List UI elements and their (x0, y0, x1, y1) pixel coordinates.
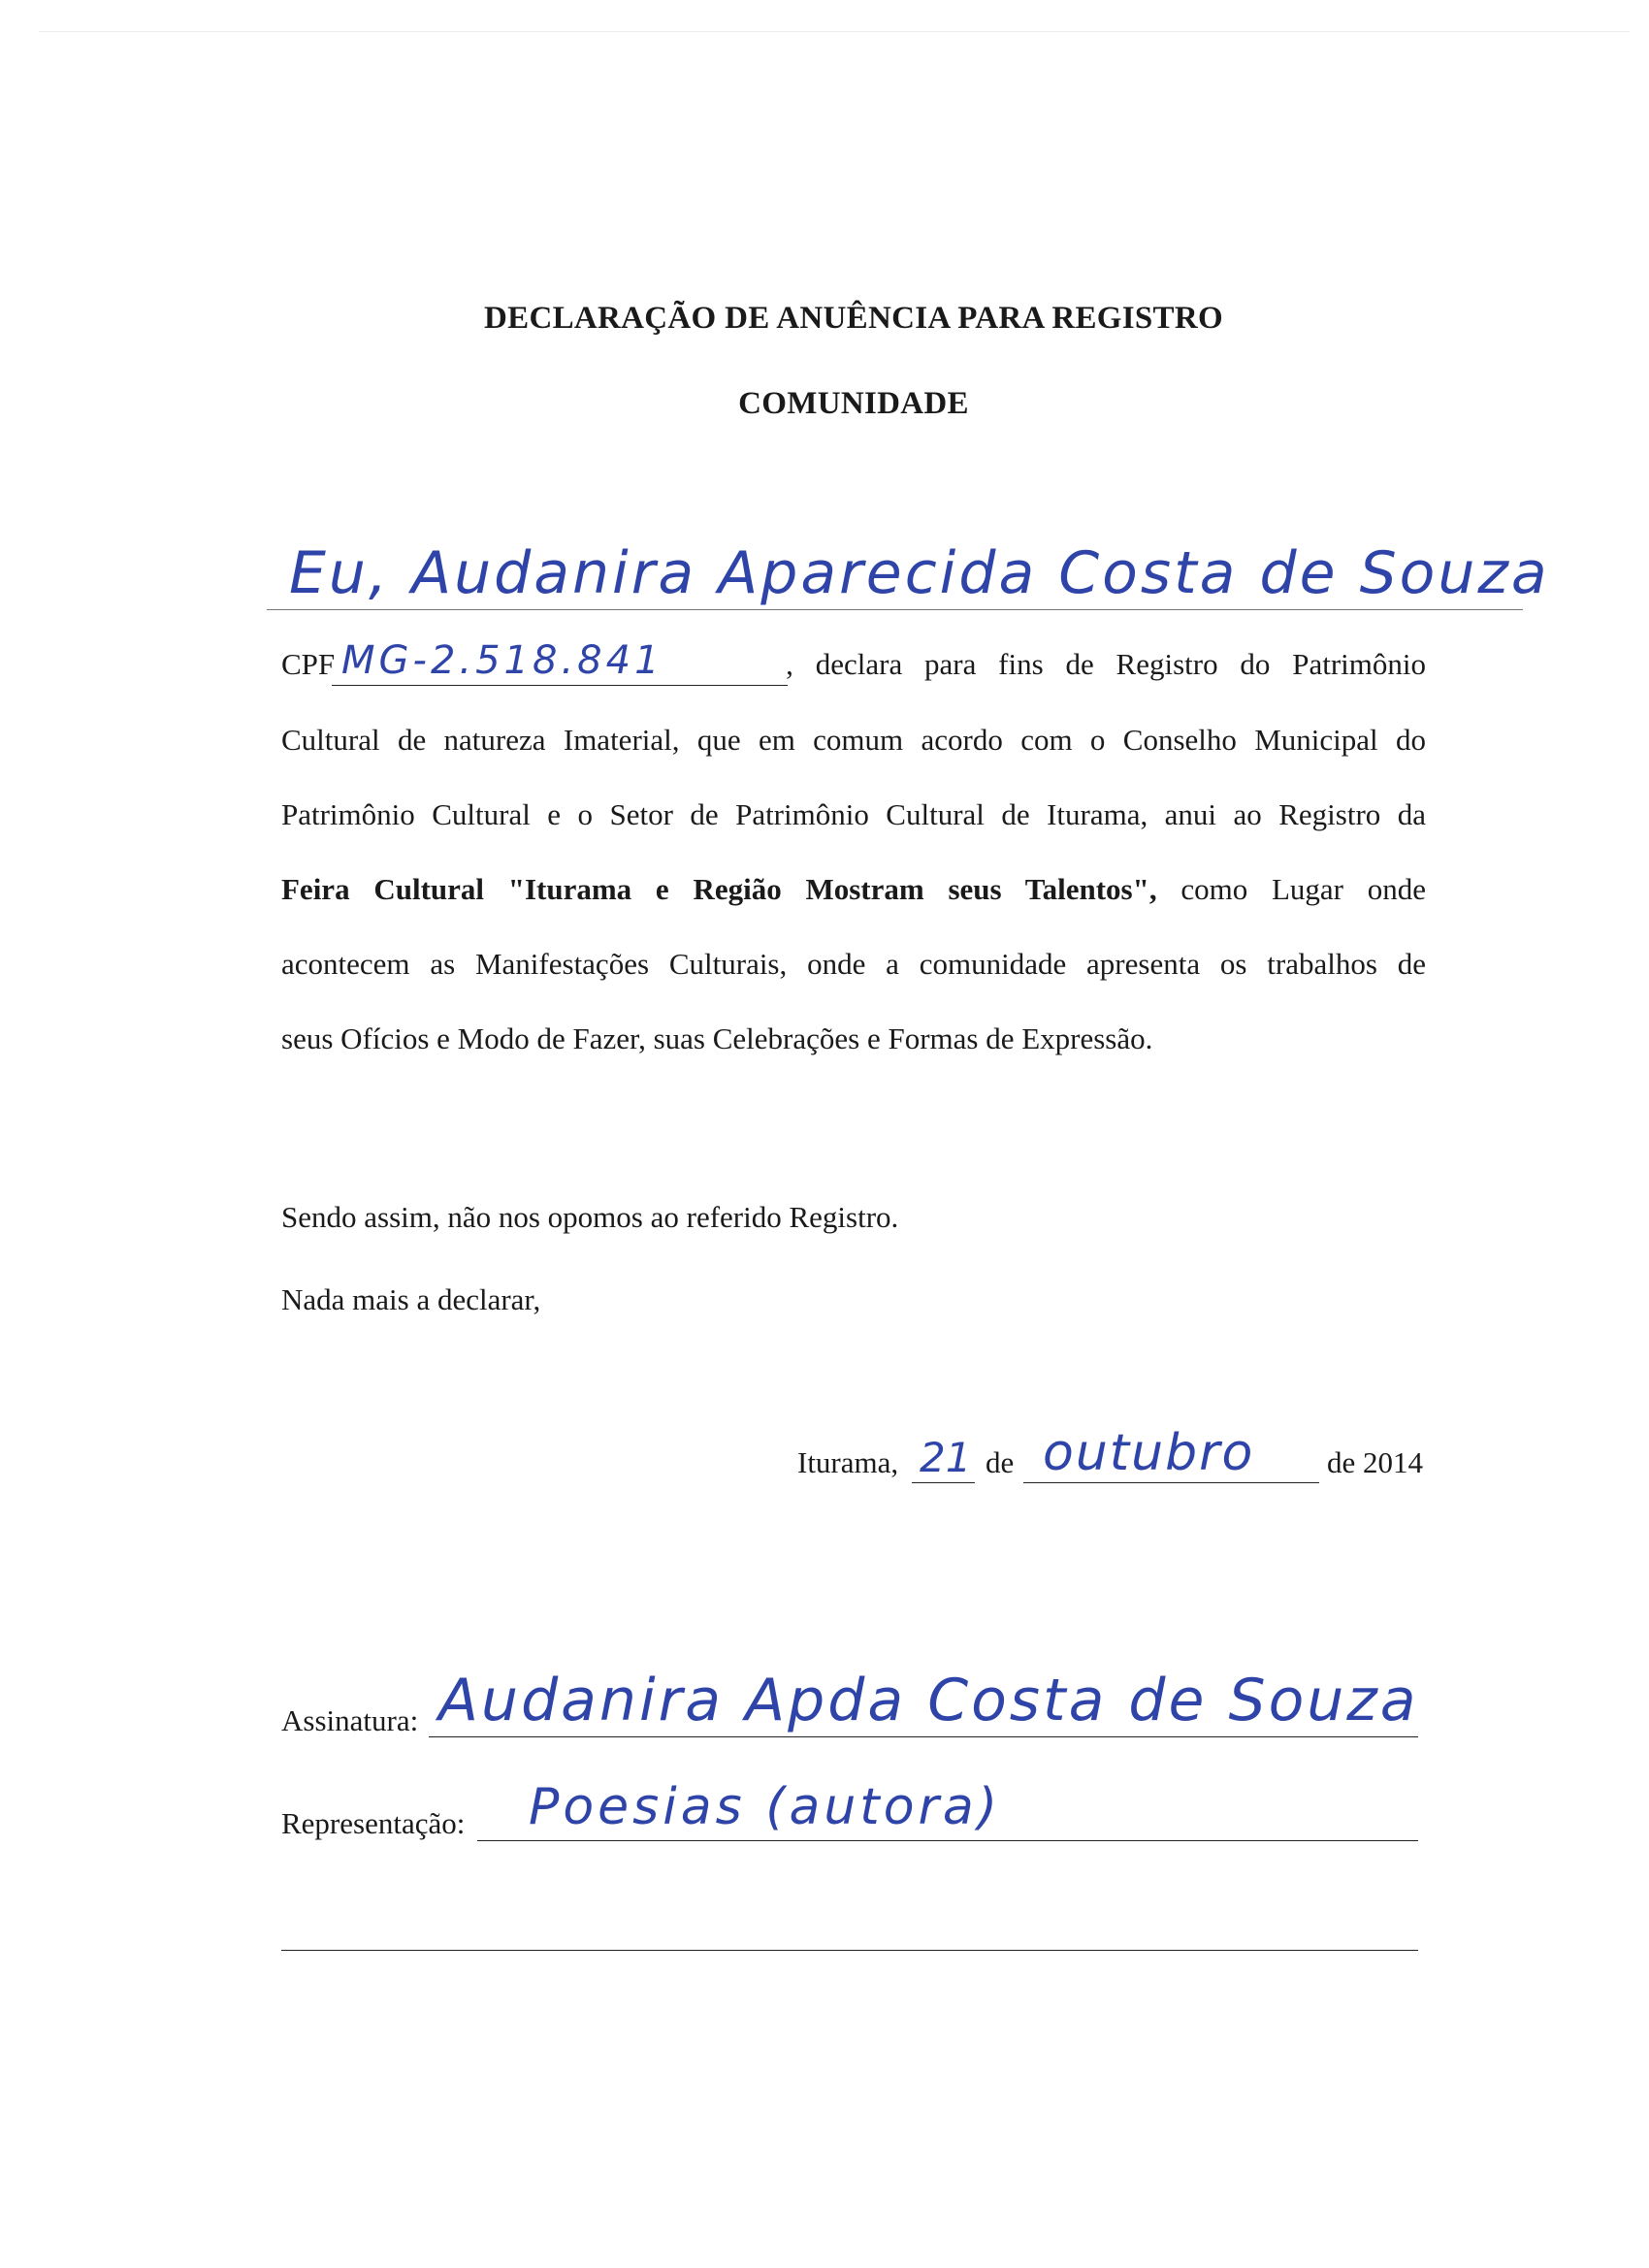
signature-line (429, 1736, 1418, 1737)
scan-edge-line (39, 31, 1630, 32)
date-year: de 2014 (1327, 1445, 1424, 1479)
date-de: de (986, 1445, 1015, 1479)
day-underline (912, 1482, 975, 1483)
date-month: outubro (1043, 1424, 1255, 1482)
name-underline (267, 609, 1523, 610)
statement-closing: Nada mais a declarar, (281, 1282, 541, 1316)
representation-handwriting: Poesias (autora) (529, 1778, 1002, 1836)
date-day: 21 (920, 1434, 972, 1481)
event-name: Feira Cultural "Iturama e Região Mostram seus Talentos", (281, 872, 1157, 906)
representation-line (477, 1840, 1418, 1841)
cpf-underline (332, 685, 788, 686)
signature-handwriting: Audanira Apda Costa de Souza (438, 1667, 1419, 1734)
paragraph-line-6: seus Ofícios e Modo de Fazer, suas Celebrações e Formas de Expressão. (281, 1021, 1153, 1055)
cpf-label: CPF (281, 647, 336, 681)
statement-no-opposition: Sendo assim, não nos opomos ao referido Registro. (281, 1200, 899, 1234)
date-city: Iturama, (797, 1445, 899, 1479)
handwritten-name: Eu, Audanira Aparecida Costa de Souza (289, 539, 1550, 607)
representation-label: Representação: (281, 1806, 466, 1840)
blank-line (281, 1950, 1418, 1951)
paragraph-line-3: Patrimônio Cultural e o Setor de Patrimônio Cultural de Iturama, anui ao Registro da (281, 797, 1426, 831)
paragraph-line-2: Cultural de natureza Imaterial, que em comum acordo com o Conselho Municipal do (281, 723, 1426, 757)
cpf-value: MG-2.518.841 (341, 638, 663, 683)
document-subtitle: COMUNIDADE (738, 386, 969, 421)
month-underline (1023, 1482, 1319, 1483)
paragraph-line4-text: como Lugar onde (1156, 872, 1426, 906)
paragraph-line-4 (281, 852, 1426, 926)
signature-label: Assinatura: (281, 1703, 419, 1737)
paragraph-line1-text: , declara para fins de Registro do Patrimônio (786, 647, 1426, 681)
document-title: DECLARAÇÃO DE ANUÊNCIA PARA REGISTRO (484, 301, 1223, 336)
paragraph-line-5: acontecem as Manifestações Culturais, onde a comunidade apresenta os trabalhos de (281, 947, 1426, 981)
